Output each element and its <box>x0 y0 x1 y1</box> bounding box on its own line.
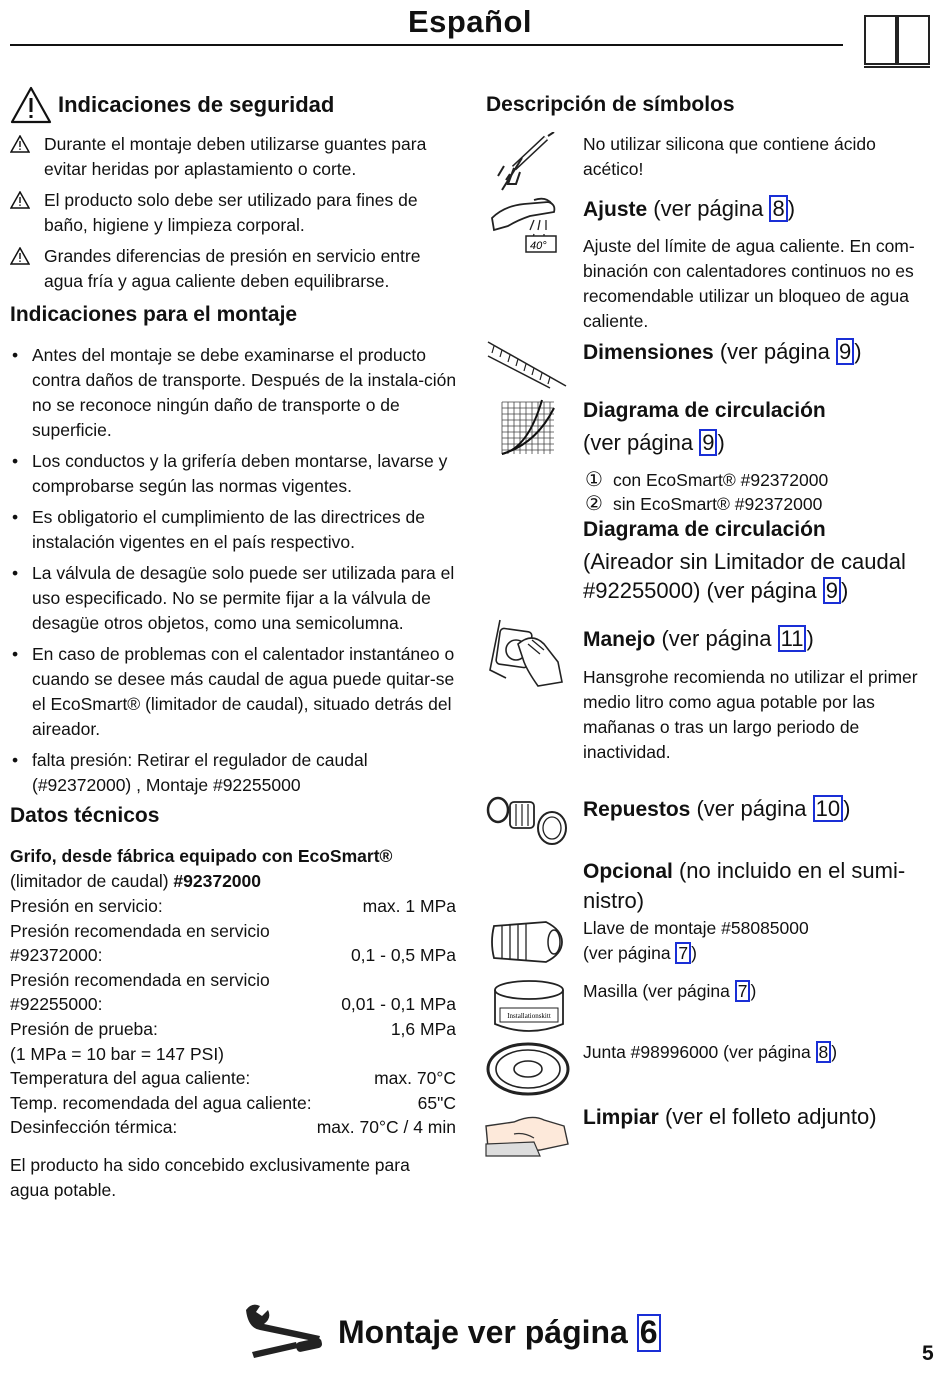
row-value: max. 1 MPa <box>362 896 456 916</box>
manejo-line: Manejo (ver página 11 ) <box>583 626 814 651</box>
dimensions-title: Dimensiones <box>583 341 714 364</box>
list-item <box>10 188 450 238</box>
footer-montaje <box>338 1310 661 1354</box>
limpiar-line <box>583 1102 877 1132</box>
page-link-dimensions[interactable]: 9 <box>836 338 854 365</box>
circled-one-icon: ① <box>585 469 603 491</box>
row-value: max. 70°C / 4 min <box>316 1117 456 1138</box>
silicone-gun-icon <box>494 132 560 194</box>
row-value: 0,1 - 0,5 MPa <box>350 945 456 966</box>
table-row <box>10 968 456 993</box>
ajuste-text: Ajuste del límite de agua caliente. En com-binación con calentadores continuos no es recomendable utilizar un bloqueo de agua caliente. <box>583 236 915 331</box>
diagram-ref-line: (ver página 9 ) <box>583 430 725 455</box>
ajuste-ref: (ver página <box>647 196 770 221</box>
header-rule <box>10 44 843 46</box>
manejo-text: Hansgrohe recomienda no utilizar el primer medio litro como agua potable por las mañanas o tras un largo periodo de inactividad. <box>583 667 918 762</box>
silicone-text: No utilizar silicona que contiene ácido acético! <box>583 134 876 179</box>
ajuste-line: Ajuste (ver página 8 ) <box>583 196 796 221</box>
safety-item-text: Grandes diferencias de presión en servicio entre agua fría y agua caliente deben equilibrarse. <box>44 246 421 291</box>
cleaning-hand-icon <box>484 1104 572 1158</box>
dimensions-ref: (ver página <box>713 339 837 364</box>
page-number: 5 <box>922 1342 934 1365</box>
row-label: Presión recomendada en servicio <box>10 969 270 990</box>
llave-block: Llave de montaje #58085000 (ver página 7 ) <box>583 918 809 963</box>
repuestos-ref: (ver página <box>690 796 813 821</box>
safety-item-text: Durante el montaje deben utilizarse guantes para evitar heridas por aplastamiento o corte. <box>44 134 427 179</box>
table-row <box>10 992 456 1017</box>
masilla-text: Masilla (ver página <box>583 981 735 1001</box>
table-row <box>10 1066 456 1091</box>
page-link-repuestos[interactable]: 10 <box>813 795 843 822</box>
page-link-diagram[interactable]: 9 <box>699 429 717 456</box>
opcional-block <box>583 856 913 915</box>
manejo-title: Manejo <box>583 628 656 651</box>
symbols-heading: Descripción de símbolos <box>486 93 735 116</box>
diagram-legend-1 <box>585 468 828 492</box>
table-row <box>10 943 456 968</box>
tech-table <box>10 894 456 1140</box>
warning-icon <box>10 132 44 182</box>
list-item: • En caso de problemas con el calentador instantáneo o cuando se desee más caudal de agua puede quitar-se el EcoSmart® (limitador de caudal), situado detrás del aireador. <box>10 642 460 742</box>
mounting-key-icon <box>488 916 568 968</box>
llave-text: Llave de montaje #58085000 <box>583 918 809 938</box>
tech-subtitle-code: #92372000 <box>173 871 262 891</box>
tech-heading: Datos técnicos <box>10 804 160 827</box>
gasket-icon <box>486 1042 570 1096</box>
tools-icon <box>242 1302 326 1358</box>
potable-note: El producto ha sido concebido exclusivamente para agua potable. <box>10 1155 410 1200</box>
montaje-item-text: La válvula de desagüe solo puede ser utilizada para el uso especificado. No se permite fijar a la válvula de desagüe otros objetos, como una semicolumna. <box>32 563 455 633</box>
montaje-item-text: Es obligatorio el cumplimiento de las directrices de instalación vigentes en el país respectivo. <box>32 507 425 552</box>
row-value: 65"C <box>417 1092 456 1113</box>
diagram2-text: (Aireador sin Limitador de caudal #92255000) (ver página <box>583 549 906 603</box>
list-item <box>10 132 450 182</box>
circled-two-icon: ② <box>585 493 603 515</box>
list-item: • Antes del montaje se debe examinarse el producto contra daños de transporte. Después de la instala-ción no se reconoce ningún daño de transporte o de superficie. <box>10 343 460 443</box>
list-item: • La válvula de desagüe solo puede ser utilizada para el uso especificado. No se permite fijar a la válvula de desagüe otros objetos, como una semicolumna. <box>10 561 460 636</box>
putty-can-icon <box>490 978 568 1038</box>
flow-diagram-icon <box>498 398 558 458</box>
page-link-montaje[interactable]: 6 <box>637 1314 661 1352</box>
row-label: Presión recomendada en servicio <box>10 920 270 941</box>
tech-subtitle-bold: Grifo, desde fábrica equipado con EcoSmart® <box>10 846 393 866</box>
row-value: 1,6 MPa <box>390 1018 456 1039</box>
list-item <box>10 244 450 294</box>
montaje-item-text: Antes del montaje se debe examinarse el producto contra daños de transporte. Después de la instala-ción no se reconoce ningún daño de transporte o de superficie. <box>32 345 457 440</box>
table-row <box>10 1042 456 1067</box>
page-link-diagram2[interactable]: 9 <box>823 577 841 604</box>
diagram-ref: (ver página <box>583 430 700 455</box>
junta-text: Junta #98996000 (ver página <box>583 1042 816 1062</box>
montaje-list <box>10 343 460 804</box>
row-label: #92255000: <box>10 994 103 1015</box>
page-link-manejo[interactable]: 11 <box>778 625 807 652</box>
ajuste-title: Ajuste <box>583 198 648 221</box>
row-label: Temp. recomendada del agua caliente: <box>10 1092 312 1113</box>
hand-thermostat-icon <box>490 196 562 256</box>
row-value: 0,01 - 0,1 MPa <box>341 994 456 1015</box>
safety-list <box>10 132 450 294</box>
row-value: max. 70°C <box>374 1068 456 1089</box>
warning-icon <box>10 244 44 294</box>
montaje-item-text: En caso de problemas con el calentador instantáneo o cuando se desee más caudal de agua puede quitar-se el EcoSmart® (limitador de caudal), situado detrás del aireador. <box>32 644 455 739</box>
repuestos-line: Repuestos (ver página 10 ) <box>583 796 851 821</box>
book-icon <box>862 12 932 70</box>
manejo-ref: (ver página <box>655 626 778 651</box>
safety-heading: Indicaciones de seguridad <box>58 92 335 117</box>
spare-parts-icon <box>486 792 570 850</box>
opcional-title: Opcional <box>583 860 673 883</box>
dimensions-line: Dimensiones (ver página 9 ) <box>583 339 862 364</box>
montaje-heading: Indicaciones para el montaje <box>10 303 298 326</box>
list-item: • falta presión: Retirar el regulador de caudal (#92372000) , Montaje #92255000 <box>10 748 460 798</box>
row-label: Presión en servicio: <box>10 896 163 916</box>
montaje-item-text: falta presión: Retirar el regulador de caudal (#92372000) , Montaje #92255000 <box>32 750 368 795</box>
row-label: (1 MPa = 10 bar = 147 PSI) <box>10 1043 225 1064</box>
page-link-masilla[interactable]: 7 <box>735 980 751 1002</box>
table-row <box>10 894 456 919</box>
warning-icon <box>10 188 44 238</box>
row-label: Temperatura del agua caliente: <box>10 1068 251 1089</box>
table-row <box>10 1091 456 1116</box>
page-link-ajuste[interactable]: 8 <box>769 195 787 222</box>
row-label: Desinfección térmica: <box>10 1117 178 1138</box>
diagram-item-text: sin EcoSmart® #92372000 <box>612 494 823 514</box>
list-item: • Es obligatorio el cumplimiento de las directrices de instalación vigentes en el país respectivo. <box>10 505 460 555</box>
hand-knob-icon <box>488 618 564 688</box>
page-link-llave[interactable]: 7 <box>675 942 691 964</box>
footer-montaje-text: Montaje ver página <box>338 1314 637 1350</box>
table-row <box>10 919 456 944</box>
tech-subtitle-normal: (limitador de caudal) <box>10 871 174 891</box>
ruler-icon <box>486 340 570 390</box>
junta-line: Junta #98996000 (ver página 8 ) <box>583 1042 838 1062</box>
repuestos-title: Repuestos <box>583 798 691 821</box>
temp-display: 40° <box>530 240 547 252</box>
row-label: Presión de prueba: <box>10 1018 158 1039</box>
diagram-title: Diagrama de circulación <box>583 399 826 422</box>
row-label: #92372000: <box>10 945 103 966</box>
page-link-junta[interactable]: 8 <box>816 1041 832 1063</box>
diagram-item-text: con EcoSmart® #92372000 <box>612 470 829 490</box>
table-row <box>10 1017 456 1042</box>
warning-icon <box>10 86 52 124</box>
masilla-line: Masilla (ver página 7 ) <box>583 981 757 1001</box>
can-label: Installationskitt <box>507 1012 551 1020</box>
montaje-item-text: Los conductos y la grifería deben montarse, lavarse y comprobarse según las normas vigentes. <box>32 451 448 496</box>
diagram2-title: Diagrama de circulación <box>583 518 826 541</box>
diagram-legend-2 <box>585 492 822 516</box>
table-row <box>10 1115 456 1140</box>
diagram2-text-block: (Aireador sin Limitador de caudal #92255000) (ver página 9 ) <box>583 549 906 603</box>
list-item: • Los conductos y la grifería deben montarse, lavarse y comprobarse según las normas vigentes. <box>10 449 460 499</box>
safety-item-text: El producto solo debe ser utilizado para fines de baño, higiene y limpieza corporal. <box>44 190 418 235</box>
limpiar-title: Limpiar <box>583 1106 659 1129</box>
llave-ref: (ver página <box>583 943 676 963</box>
page-title: Español <box>407 4 533 39</box>
tech-subtitle <box>10 844 456 894</box>
limpiar-ref: (ver el folleto adjunto) <box>658 1104 877 1129</box>
opcional-ref: (no incluido en el sumi-nistro) <box>583 858 906 913</box>
